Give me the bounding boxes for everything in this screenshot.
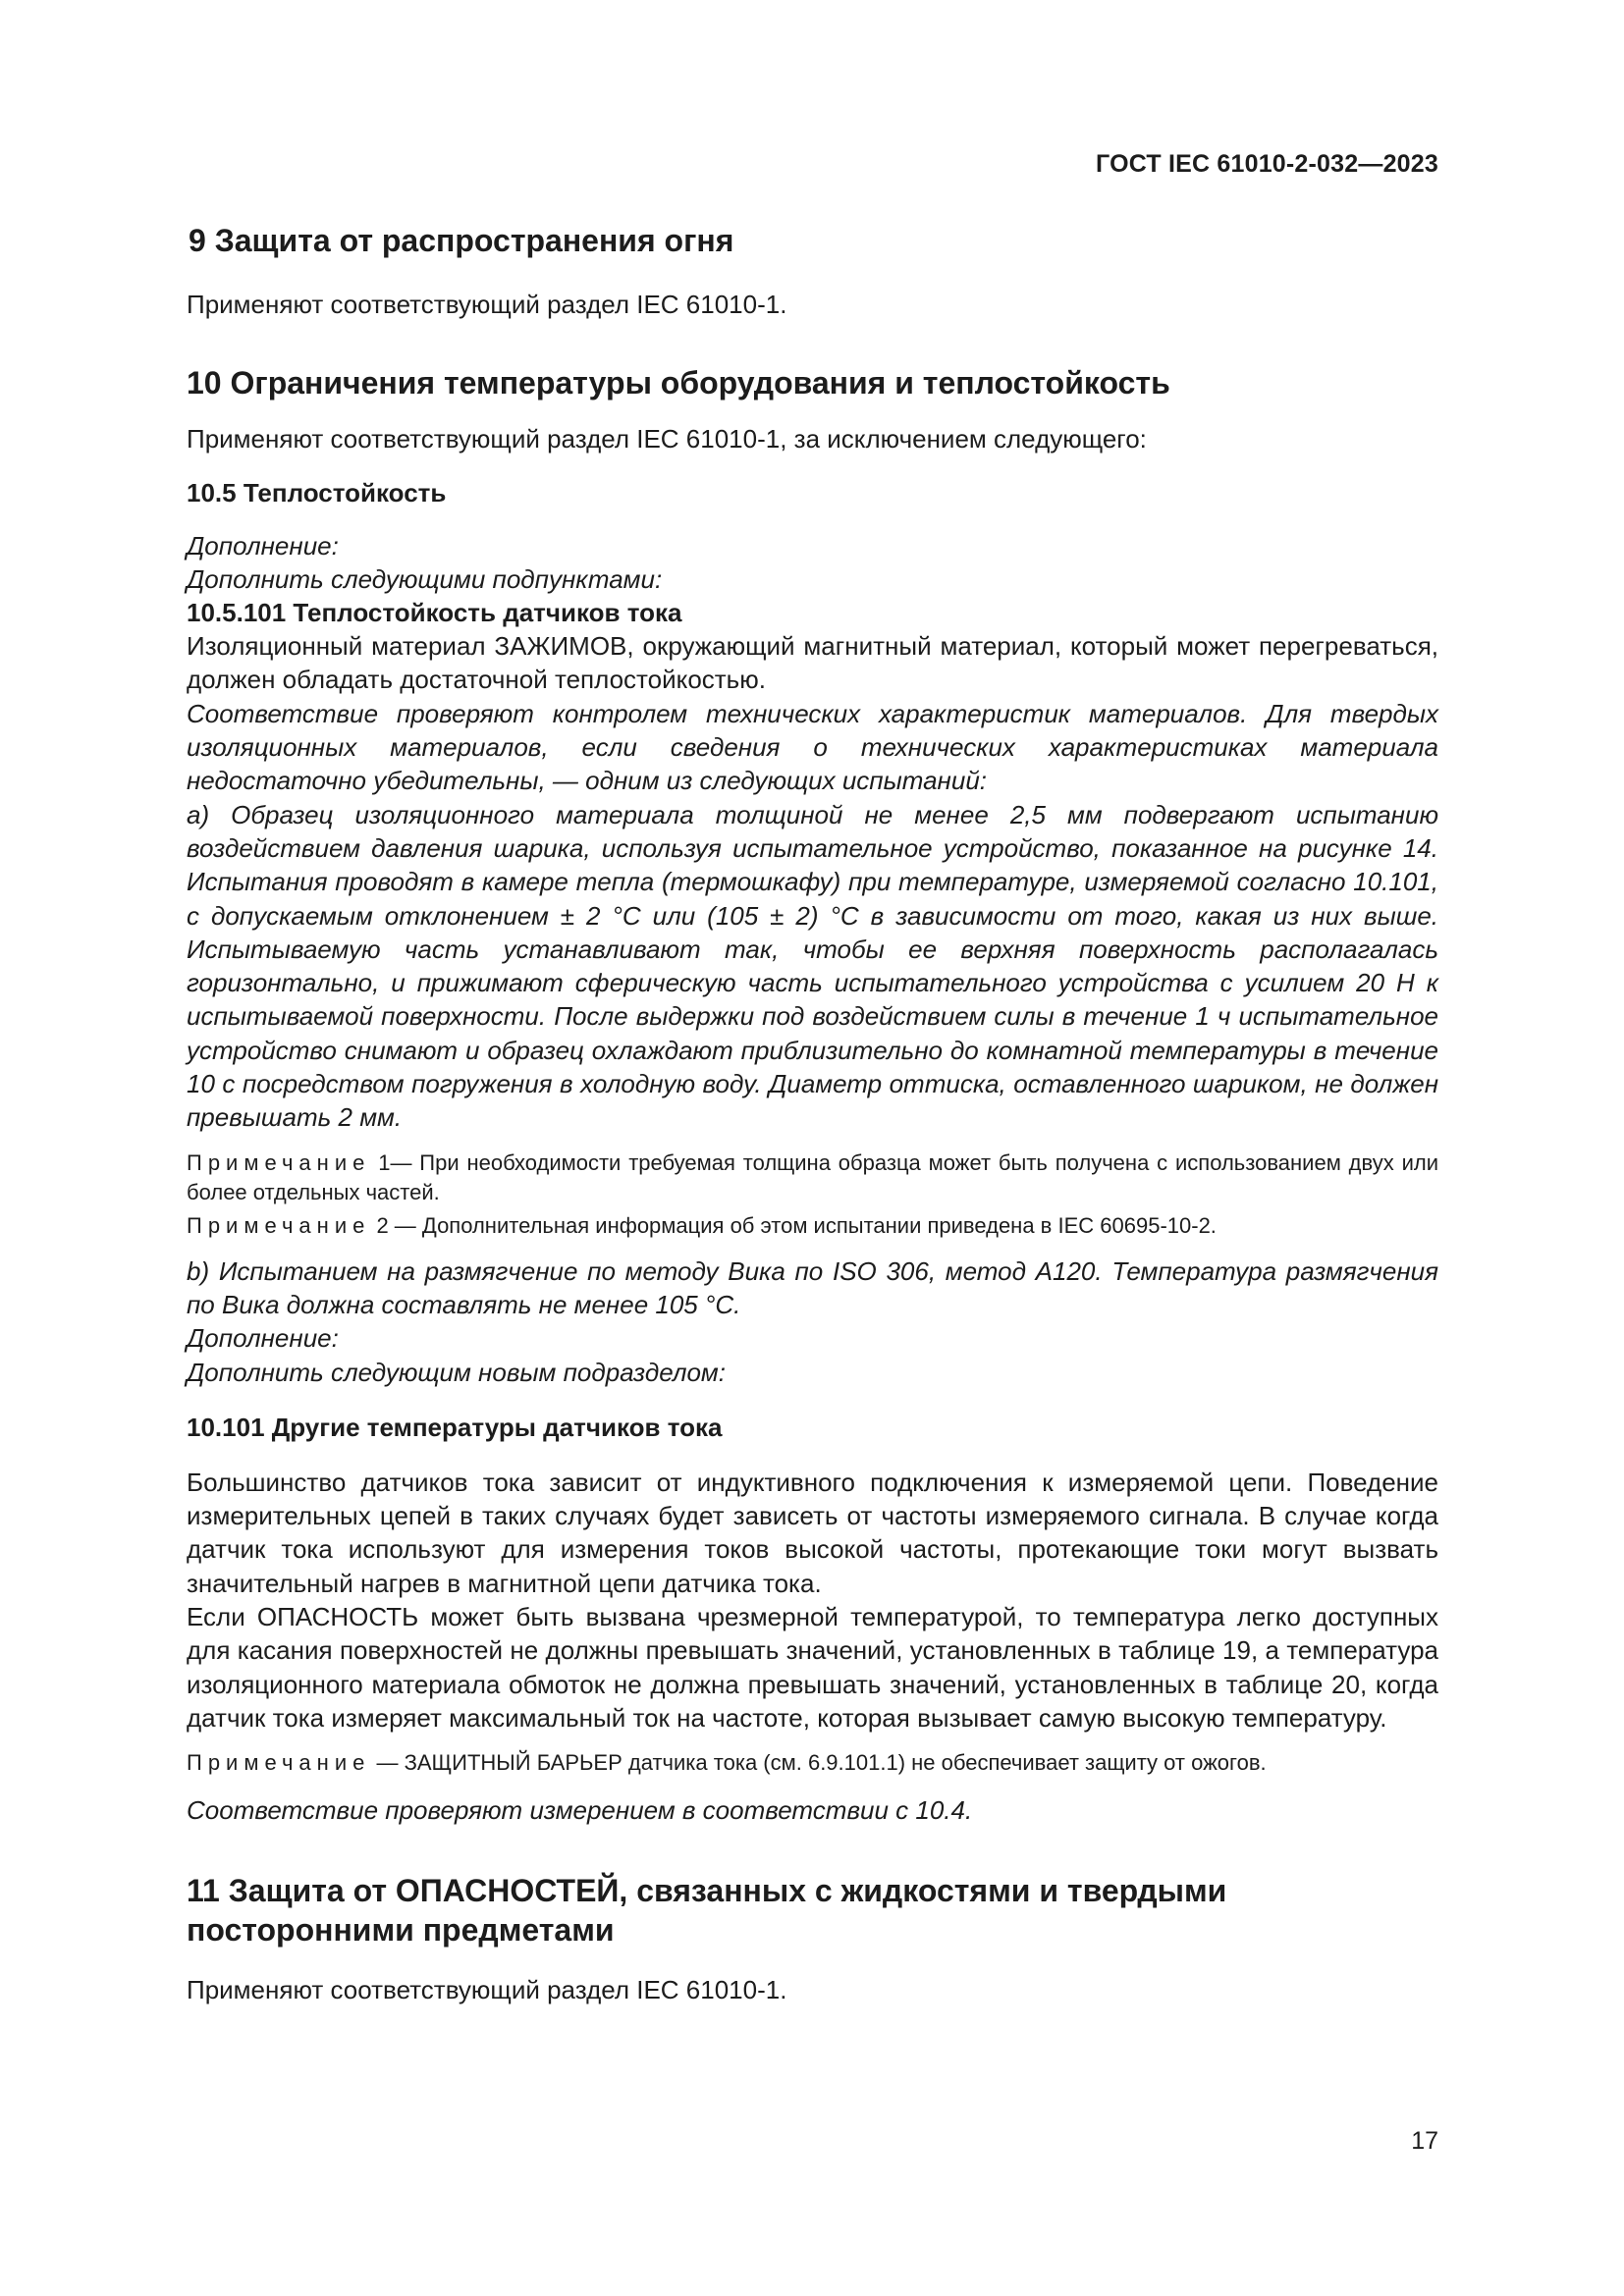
section-11-text: Применяют соответствующий раздел IEC 61010-1. [187, 1974, 787, 2004]
section-10-title: 10 Ограничения температуры оборудования и теплостойкость [187, 365, 1170, 401]
subsection-10-5-addition: Дополнение: [187, 530, 339, 561]
document-page [187, 0, 1438, 2296]
page-number: 17 [1411, 2127, 1438, 2155]
clause-10-5-101-addition-2: Дополнить следующим новым подразделом: [187, 1357, 726, 1387]
subsection-10-101-compliance: Соответствие проверяют измерением в соответствии с 10.4. [187, 1795, 973, 1826]
clause-10-5-101-test-a: a) Образец изоляционного материала толщиной не менее 2,5 мм подвергают испытанию воздействием давления шарика, используя испытательное устройство, показанное на рисунке 14. Испытания проводят в камере тепла (термошкафу) при температуре, измеряемой согласно 10.101, с допускаемым отклонением ± 2 °C или (105 ± 2) °C в зависимости от того, какая из них выше. Испытываемую часть устанавливают так, чтобы ее верхняя поверхность располагалась горизонтально, и прижимают сферическую часть испытательного устройства с усилием 20 Н к испытываемой поверхности. После выдержки под воздействием силы в течение 1 ч испытательное устройство снимают и образец охлаждают приблизительно до комнатной температуры в течение 10 с посредством погружения в холодную воду. Диаметр оттиска, оставленного шариком, не должен превышать 2 мм. [187, 799, 1438, 1133]
standard-header: ГОСТ IEC 61010-2-032—2023 [1096, 150, 1438, 178]
note-2-text: 2 — Дополнительная информация об этом испытании приведена в IEC 60695-10-2. [370, 1212, 1217, 1238]
subsection-10-101-paragraph-1: Большинство датчиков тока зависит от индуктивного подключения к измеряемой цепи. Поведение измерительных цепей в таких случаях будет зависеть от частоты измеряемого сигнала. В случае когда датчик тока используют для измерения токов высокой частоты, протекающие токи могут вызвать значительный нагрев в магнитной цепи датчика тока. [187, 1467, 1438, 1598]
note-2-label: Примечание [187, 1212, 371, 1238]
note-1-label: Примечание [187, 1149, 371, 1175]
subsection-10-101-title: 10.101 Другие температуры датчиков тока [187, 1412, 723, 1442]
clause-10-5-101-paragraph-1: Изоляционный материал ЗАЖИМОВ, окружающий магнитный материал, который может перегреваться, должен обладать достаточной теплостойкостью. [187, 631, 1438, 695]
section-9-text: Применяют соответствующий раздел IEC 61010-1. [187, 290, 787, 319]
clause-10-5-101-title: 10.5.101 Теплостойкость датчиков тока [187, 598, 682, 628]
note-3-text: — ЗАЩИТНЫЙ БАРЬЕР датчика тока (см. 6.9.101.1) не обеспечивает защиту от ожогов. [370, 1750, 1267, 1776]
subsection-10-101-paragraph-2: Если ОПАСНОСТЬ может быть вызвана чрезмерной температурой, то температура легко доступных для касания поверхностей не должны превышать значений, установленных в таблице 19, а температура изоляционного материала обмоток не должна превышать значений, установленных в таблице 20, когда датчик тока измеряет максимальный ток на частоте, которая вызывает самую высокую температуру. [187, 1602, 1438, 1733]
subsection-10-5-addition-2: Дополнить следующими подпунктами: [187, 563, 663, 594]
clause-10-5-101-test-b: b) Испытанием на размягчение по методу Вика по ISO 306, метод А120. Температура размягчения по Вика должна составлять не менее 105 °С. [187, 1255, 1438, 1319]
document-body [187, 221, 1438, 2006]
note-2 [187, 1211, 1438, 1241]
clause-10-5-101-addition: Дополнение: [187, 1323, 339, 1354]
section-11-title: 11 Защита от ОПАСНОСТЕЙ, связанных с жидкостями и твердыми посторонними предметами [187, 1872, 1227, 1948]
section-9-title: 9 Защита от распространения огня [189, 223, 734, 258]
note-1-text: 1— При необходимости требуемая толщина образца может быть получена с использованием двух или более отдельных частей. [187, 1149, 1438, 1204]
section-10-text: Применяют соответствующий раздел IEC 61010-1, за исключением следующего: [187, 424, 1147, 454]
note-3 [187, 1748, 1438, 1778]
clause-10-5-101-compliance: Соответствие проверяют контролем технических характеристик материалов. Для твердых изоляционных материалов, если сведения о технических характеристиках материала недостаточно убедительны, — одним из следующих испытаний: [187, 698, 1438, 796]
note-3-label: Примечание [187, 1750, 371, 1776]
note-1 [187, 1148, 1438, 1207]
subsection-10-5-title: 10.5 Теплостойкость [187, 477, 447, 507]
